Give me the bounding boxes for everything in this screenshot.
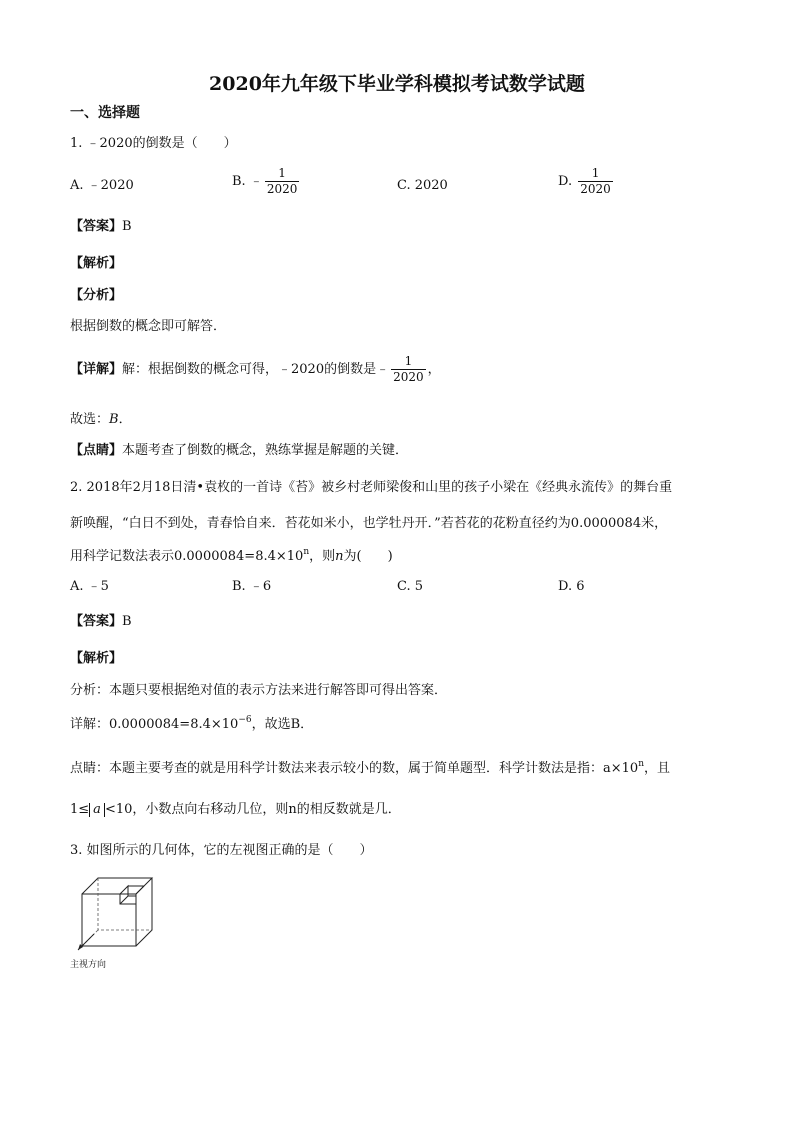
comment-text: 本题考查了倒数的概念，熟练掌握是解题的关键． (122, 443, 409, 458)
q2-detail (70, 716, 313, 734)
q2-option-d: D. 6 (558, 579, 585, 594)
notch-edge (120, 896, 128, 904)
answer-tag: 【答案】 (70, 219, 123, 234)
q2-comment-line2 (70, 801, 401, 819)
q1-option-d-prefix: D. (558, 174, 577, 189)
q2-option-b: B. ﹣6 (232, 579, 272, 594)
q2-stem-line3 (70, 548, 393, 566)
answer-tag: 【答案】 (70, 614, 123, 629)
q1-option-d (558, 166, 615, 197)
q1-option-a: A. ﹣2020 (70, 178, 134, 193)
choose-prefix: 故选： (70, 412, 110, 427)
fraction-denominator: 2020 (393, 370, 424, 384)
q2-option-c: C. 5 (397, 579, 424, 594)
q1-analysis-tag: 【解析】 (70, 256, 123, 271)
q1-fenxi-text: 根据倒数的概念即可解答． (70, 319, 227, 334)
q3-solid-figure (70, 872, 160, 952)
detail-suffix: ，故选B． (251, 717, 314, 732)
q2-stem-line3-suffix: 为( ) (343, 549, 393, 564)
q2-option-a: A. ﹣5 (70, 579, 109, 594)
variable-n: n (335, 549, 344, 564)
answer-value: B (122, 219, 132, 234)
q2-comment-line1 (70, 760, 670, 778)
choose-letter: B (109, 412, 119, 427)
fraction-denominator: 2020 (580, 182, 611, 196)
q2-analysis-tag: 【解析】 (70, 651, 123, 666)
q2-fenxi-text: 分析：本题只要根据绝对值的表示方法来进行解答即可得出答案． (70, 683, 448, 698)
q2-stem-line1: 2. 2018年2月18日清•袁枚的一首诗《苔》被乡村老师梁俊和山里的孩子小梁在《经典永流传》的舞台重 (70, 480, 673, 495)
detail-fraction (391, 354, 426, 385)
q1-option-c: C. 2020 (397, 178, 448, 193)
q1-comment (70, 442, 408, 460)
detail-prefix: 详解：0.0000084=8.4×10 (70, 717, 239, 732)
choose-suffix: ． (118, 412, 132, 427)
q2-stem-line3-mid: ，则 (309, 549, 336, 564)
cube-right-face (136, 878, 152, 946)
page-title: 2020年九年级下毕业学科模拟考试数学试题 (209, 73, 585, 95)
q2-answer (70, 613, 132, 631)
detail-suffix: ， (427, 362, 441, 377)
comment-tag: 【点睛】 (70, 443, 123, 458)
q1-option-b (232, 166, 301, 197)
q1-stem: 1. ﹣2020的倒数是（ ） (70, 136, 237, 151)
q3-stem: 3. 如图所示的几何体，它的左视图正确的是（ ） (70, 843, 373, 858)
q1-option-b-prefix: B. ﹣ (232, 174, 263, 189)
absolute-value: a (89, 803, 105, 817)
exponent: n (303, 547, 310, 557)
fraction-numerator: 1 (404, 354, 413, 368)
detail-text: 解：根据倒数的概念可得，﹣2020的倒数是﹣ (122, 362, 390, 377)
view-direction-label: 主视方向 (70, 960, 107, 970)
comment-suffix: <10，小数点向右移动几位，则n的相反数就是几． (104, 802, 401, 817)
fraction-numerator: 1 (278, 166, 286, 180)
q1-option-b-fraction (265, 166, 300, 197)
comment-suffix: ，且 (643, 761, 670, 776)
q1-choose (70, 411, 132, 429)
exponent: −6 (238, 715, 252, 725)
q1-fenxi-tag: 【分析】 (70, 288, 123, 303)
comment-prefix: 1≤ (70, 802, 90, 817)
exponent: n (638, 759, 644, 769)
q1-option-d-fraction (578, 166, 613, 197)
comment-prefix: 点睛：本题主要考查的就是用科学计数法来表示较小的数，属于简单题型．科学计数法是指：a×10 (70, 761, 639, 776)
q2-stem-line2: 新唤醒，“白日不到处，青春恰自来．苔花如米小，也学牡丹开．”若苔花的花粉直径约为0.0000084米， (70, 516, 668, 531)
answer-value: B (122, 614, 132, 629)
q2-stem-line3-prefix: 用科学记数法表示0.0000084=8.4×10 (70, 549, 304, 564)
q1-detail (70, 354, 441, 385)
section-heading: 一、选择题 (70, 105, 140, 121)
detail-tag: 【详解】 (70, 362, 123, 377)
q1-answer (70, 218, 132, 236)
notch-diagonal (136, 886, 144, 894)
fraction-numerator: 1 (591, 166, 600, 180)
fraction-denominator: 2020 (266, 182, 298, 196)
